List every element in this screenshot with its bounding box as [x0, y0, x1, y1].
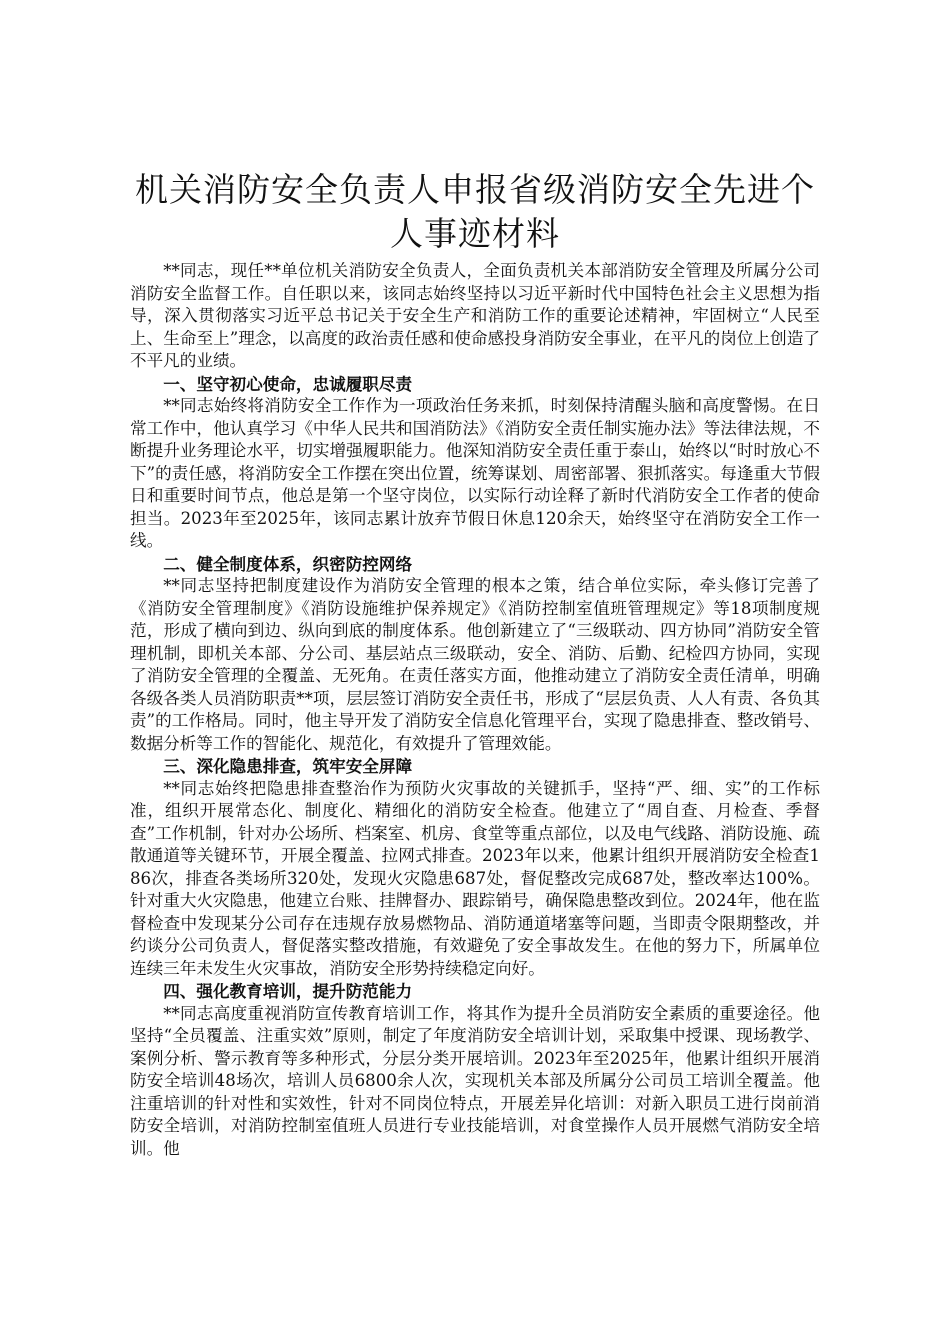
section-heading-4: 四、强化教育培训，提升防范能力: [163, 981, 413, 1001]
document-page: [130, 168, 820, 1160]
section-body-2: **同志坚持把制度建设作为消防安全管理的根本之策，结合单位实际，牵头修订完善了《消防安全管理制度》《消防设施维护保养规定》《消防控制室值班管理规定》等18项制度规范，形成了横向到边、纵向到底的制度体系。他创新建立了“三级联动、四方协同”消防安全管理机制，即机关本部、分公司、基层站点三级联动，安全、消防、后勤、纪检四方协同，实现了消防安全管理的全覆盖、无死角。在责任落实方面，他推动建立了消防安全责任清单，明确各级各类人员消防职责**项，层层签订消防安全责任书，形成了“层层负责、人人有责、各负其责”的工作格局。同时，他主导开发了消防安全信息化管理平台，实现了隐患排查、整改销号、数据分析等工作的智能化、规范化，有效提升了管理效能。: [130, 576, 820, 753]
section-body-1: **同志始终将消防安全工作作为一项政治任务来抓，时刻保持清醒头脑和高度警惕。在日常工作中，他认真学习《中华人民共和国消防法》《消防安全责任制实施办法》等法律法规，不断提升业务理论水平，切实增强履职能力。他深知消防安全责任重于泰山，始终以“时时放心不下”的责任感，将消防安全工作摆在突出位置，统筹谋划、周密部署、狠抓落实。每逢重大节假日和重要时间节点，他总是第一个坚守岗位，以实际行动诠释了新时代消防安全工作者的使命担当。2023年至2025年，该同志累计放弃节假日休息120余天，始终坚守在消防安全工作一线。: [130, 396, 820, 550]
section-body-3: **同志始终把隐患排查整治作为预防火灾事故的关键抓手，坚持“严、细、实”的工作标准，组织开展常态化、制度化、精细化的消防安全检查。他建立了“周自查、月检查、季督查”工作机制，针对办公场所、档案室、机房、食堂等重点部位，以及电气线路、消防设施、疏散通道等关键环节，开展全覆盖、拉网式排查。2023年以来，他累计组织开展消防安全检查186次，排查各类场所320处，发现火灾隐患687处，督促整改完成687处，整改率达100%。针对重大火灾隐患，他建立台账、挂牌督办、跟踪销号，确保隐患整改到位。2024年，他在监督检查中发现某分公司存在违规存放易燃物品、消防通道堵塞等问题，当即责令限期整改，并约谈分公司负责人，督促落实整改措施，有效避免了安全事故发生。在他的努力下，所属单位连续三年未发生火灾事故，消防安全形势持续稳定向好。: [130, 778, 820, 978]
section-heading-2: 二、健全制度体系，织密防控网络: [163, 553, 413, 574]
section-heading-1: 一、坚守初心使命，忠诚履职尽责: [163, 373, 413, 394]
document-title: 机关消防安全负责人申报省级消防安全先进个人事迹材料: [135, 170, 815, 253]
intro-paragraph: **同志，现任**单位机关消防安全负责人，全面负责机关本部消防安全管理及所属分公司消防安全监督工作。自任职以来，该同志始终坚持以习近平新时代中国特色社会主义思想为指导，深入贯彻落实习近平总书记关于安全生产和消防工作的重要论述精神，牢固树立“人民至上、生命至上”理念，以高度的政治责任感和使命感投身消防安全事业，在平凡的岗位上创造了不平凡的业绩。: [130, 261, 820, 370]
section-body-4: **同志高度重视消防宣传教育培训工作，将其作为提升全员消防安全素质的重要途径。他坚持“全员覆盖、注重实效”原则，制定了年度消防安全培训计划，采取集中授课、现场教学、案例分析、警示教育等多种形式，分层分类开展培训。2023年至2025年，他累计组织开展消防安全培训48场次，培训人员6800余人次，实现机关本部及所属分公司员工培训全覆盖。他注重培训的针对性和实效性，针对不同岗位特点，开展差异化培训：对新入职员工进行岗前消防安全培训，对消防控制室值班人员进行专业技能培训，对食堂操作人员开展燃气消防安全培训。他: [130, 1003, 820, 1158]
section-heading-3: 三、深化隐患排查，筑牢安全屏障: [163, 756, 413, 776]
